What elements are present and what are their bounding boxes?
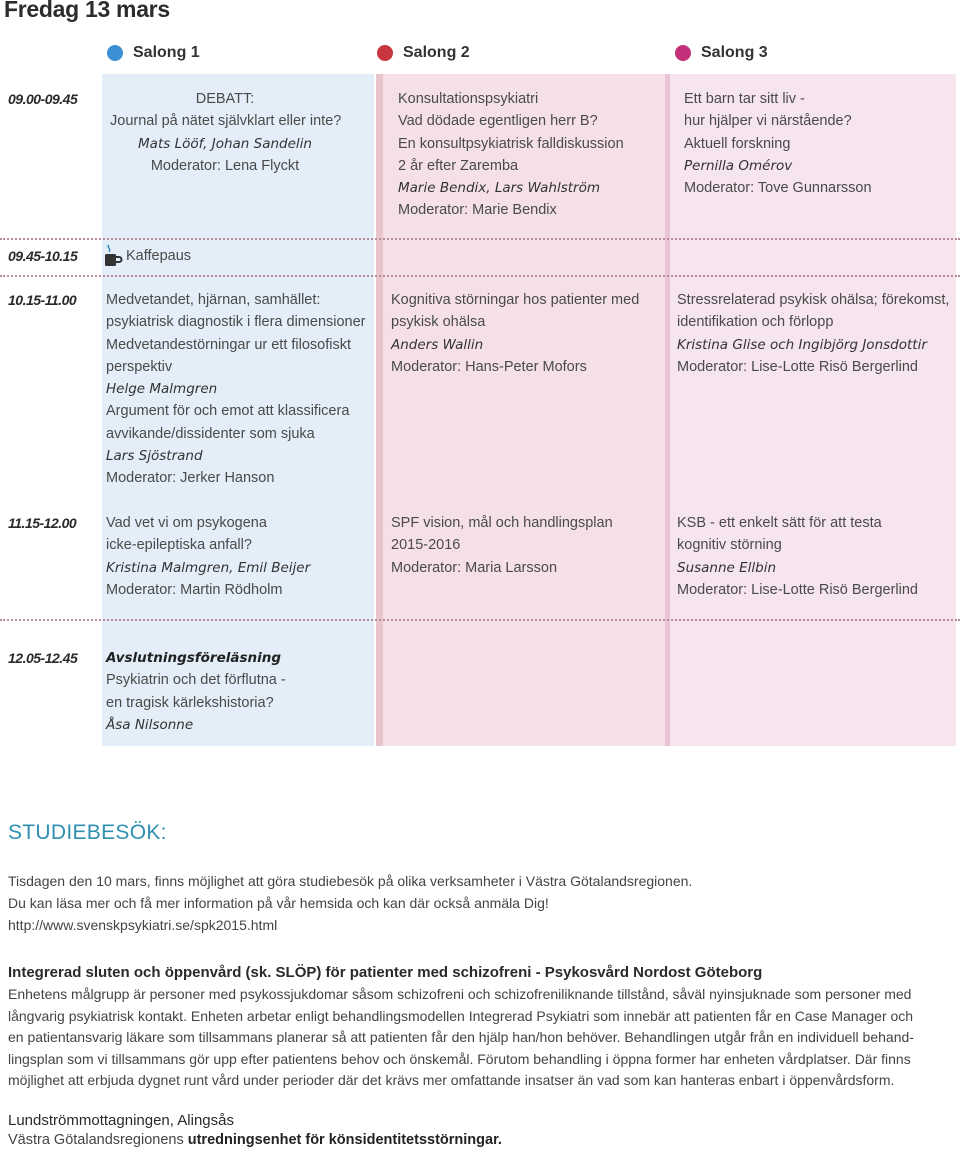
paragraph-line: Du kan läsa mer och få mer information på vår hemsida och kan där också anmäla Dig! <box>8 894 549 911</box>
paragraph-line: möjlighet att erbjuda dygnet runt vård under perioder där det krävs mer omfattande insatser än vad som kan hanteras enbart i öppenvårdsform. <box>8 1072 895 1088</box>
session-speakers: Lars Sjöstrand <box>106 448 203 465</box>
session-line: DEBATT: <box>195 91 255 107</box>
session-r4-s3 <box>677 512 918 601</box>
coffee-break-label: Kaffepaus <box>126 248 192 264</box>
session-r3-s2 <box>391 289 639 378</box>
lundstrom-line-bold: utredningsenhet för könsidentitetsstörningar. <box>187 1132 502 1148</box>
salong-3-dot <box>675 45 691 61</box>
column-divider <box>665 74 670 746</box>
session-speakers: Helge Malmgren <box>106 381 218 398</box>
studiebesok-heading: STUDIEBESÖK: <box>8 821 167 844</box>
session-line: identifikation och förlopp <box>677 314 834 331</box>
session-line: 2015-2016 <box>391 537 461 554</box>
session-moderator: Moderator: Hans-Peter Mofors <box>391 358 587 375</box>
session-line: En konsultpsykiatrisk falldiskussion <box>398 135 624 152</box>
session-line: Vad vet vi om psykogena <box>106 515 267 531</box>
time-slot: 11.15-12.00 <box>8 515 77 531</box>
session-moderator: Moderator: Lena Flyckt <box>150 157 300 174</box>
session-speakers: Marie Bendix, Lars Wahlström <box>398 180 600 197</box>
session-speakers: Kristina Glise och Ingibjörg Jonsdottir <box>677 336 927 353</box>
session-speakers: Anders Wallin <box>391 336 484 353</box>
session-line: en tragisk kärlekshistoria? <box>106 694 274 711</box>
lundstrom-heading: Lundströmmottagningen, Alingsås <box>8 1112 234 1129</box>
session-line: Psykiatrin och det förflutna - <box>106 672 286 689</box>
integrerad-heading: Integrerad sluten och öppenvård (sk. SLÖP) för patienter med schizofreni - Psykosvård Nordost Göteborg <box>8 964 763 981</box>
session-line: psykiatrisk diagnostik i flera dimensioner <box>106 314 366 331</box>
salong-2-label: Salong 2 <box>403 44 470 61</box>
time-slot: 09.00-09.45 <box>8 91 78 107</box>
session-r1-s2 <box>398 88 624 222</box>
session-r4-s2 <box>391 512 613 579</box>
session-line: Kognitiva störningar hos patienter med <box>391 292 640 308</box>
lundstrom-line-plain: Västra Götalandsregionens <box>8 1132 188 1148</box>
coffee-cup-icon <box>103 244 123 268</box>
session-r3-s1 <box>106 289 366 490</box>
paragraph-line: en patientansvarig läkare som tillsammans planerar så att patienten får den hjälp han/hon behöver. Behandlingen utgår från en individuell behand- <box>8 1029 914 1045</box>
session-speakers: Susanne Ellbin <box>677 559 777 576</box>
salong-1-header <box>107 44 200 62</box>
session-line: perspektiv <box>106 358 173 375</box>
salong-3-header <box>675 44 768 62</box>
session-moderator: Moderator: Lise-Lotte Risö Bergerlind <box>677 358 918 375</box>
session-line: Vad dödade egentligen herr B? <box>398 113 598 130</box>
session-moderator: Moderator: Maria Larsson <box>391 559 558 576</box>
paragraph-line: lingsplan som vi tillsammans gör upp efter patientens behov och önskemål. Förutom behandling i öppna former har enheten vårdplatser. Där finns <box>8 1050 911 1067</box>
paragraph-line: Tisdagen den 10 mars, finns möjlighet att göra studiebesök på olika verksamheter i Västra Götalandsregionen. <box>8 873 693 889</box>
session-title: Avslutningsföreläsning <box>106 650 282 666</box>
session-line: 2 år efter Zaremba <box>398 157 519 174</box>
session-speakers: Kristina Malmgren, Emil Beijer <box>106 559 311 576</box>
session-line: avvikande/dissidenter som sjuka <box>106 425 315 442</box>
salong-2-header <box>377 44 470 62</box>
studiebesok-text <box>8 871 692 937</box>
session-moderator: Moderator: Jerker Hanson <box>106 470 275 487</box>
row-separator <box>0 619 960 621</box>
session-line: KSB - ett enkelt sätt för att testa <box>677 515 882 531</box>
website-link[interactable]: http://www.svenskpsykiatri.se/spk2015.html <box>8 917 278 933</box>
paragraph-line: Enhetens målgrupp är personer med psykossjukdomar såsom schizofreni och schizofreniliknande tillstånd, såväl nyinsjuknade som personer med <box>8 986 912 1002</box>
column-divider <box>376 74 383 746</box>
session-line: Journal på nätet självklart eller inte? <box>110 113 342 130</box>
session-line: psykisk ohälsa <box>391 314 486 331</box>
session-speakers: Åsa Nilsonne <box>106 716 194 733</box>
session-line: Argument för och emot att klassificera <box>106 403 350 420</box>
session-line: Medvetandestörningar ur ett filosofiskt <box>106 336 352 353</box>
session-r1-s3 <box>684 88 872 199</box>
salong-1-dot <box>107 45 123 61</box>
session-line: SPF vision, mål och handlingsplan <box>391 515 613 531</box>
time-slot: 12.05-12.45 <box>8 650 78 666</box>
session-moderator: Moderator: Lise-Lotte Risö Bergerlind <box>677 581 918 598</box>
lundstrom-text <box>8 1130 502 1152</box>
session-line: Aktuell forskning <box>684 135 791 152</box>
session-line: icke-epileptiska anfall? <box>106 537 252 554</box>
salong-1-label: Salong 1 <box>133 44 200 61</box>
session-speakers: Mats Lööf, Johan Sandelin <box>138 135 312 152</box>
session-r4-s1 <box>106 512 310 601</box>
session-moderator: Moderator: Marie Bendix <box>398 202 557 219</box>
salong-3-label: Salong 3 <box>701 44 768 61</box>
session-line: Medvetandet, hjärnan, samhället: <box>106 292 321 308</box>
session-r5-s1 <box>106 647 286 736</box>
time-slot: 09.45-10.15 <box>8 248 78 264</box>
session-line: Konsultationspsykiatri <box>398 91 539 107</box>
integrerad-text <box>8 984 914 1092</box>
session-line: Stressrelaterad psykisk ohälsa; förekomst, <box>677 292 950 308</box>
row-separator <box>0 238 960 240</box>
time-slot: 10.15-11.00 <box>8 292 77 308</box>
row-separator <box>0 275 960 277</box>
session-r3-s3 <box>677 289 949 378</box>
session-speakers: Pernilla Omérov <box>684 157 793 174</box>
salong-2-dot <box>377 45 393 61</box>
session-moderator: Moderator: Tove Gunnarsson <box>684 180 872 197</box>
session-line: Ett barn tar sitt liv - <box>684 91 805 107</box>
paragraph-line: långvarig psykiatrisk kontakt. Enheten arbetar enligt behandlingsmodellen Integrerad Psykiatri som innebär att patienten får en Case Manager och <box>8 1007 914 1024</box>
session-moderator: Moderator: Martin Rödholm <box>106 581 283 598</box>
session-line: kognitiv störning <box>677 537 782 554</box>
day-title: Fredag 13 mars <box>4 0 170 22</box>
session-r1-s1 <box>110 88 340 177</box>
session-line: hur hjälper vi närstående? <box>684 113 852 130</box>
